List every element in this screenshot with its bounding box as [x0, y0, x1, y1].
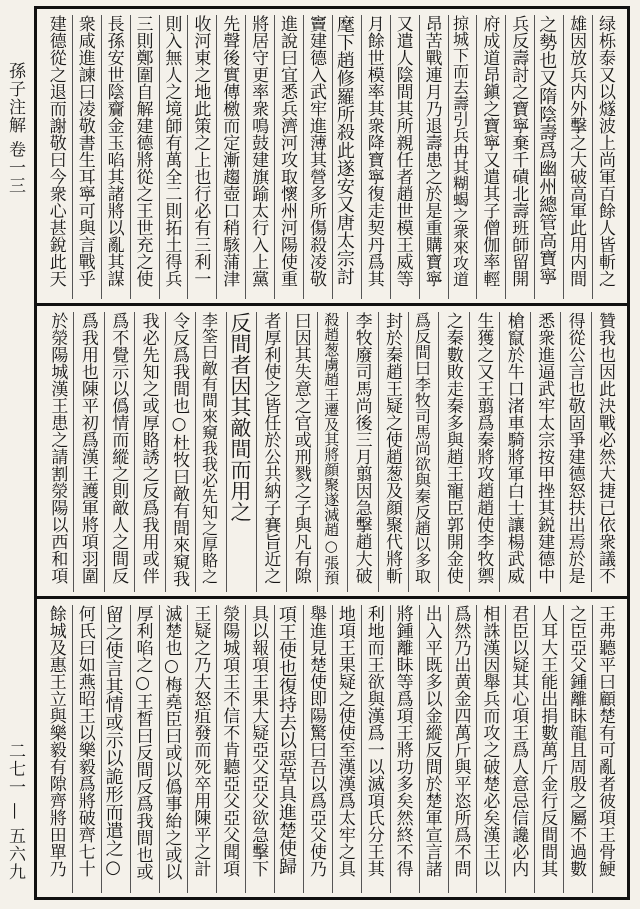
text-column: 王疑之乃大怒疽發而死卒用陳平之計 [187, 605, 216, 893]
text-column: 之臣亞父鍾離眛龍且周殷之屬不過數 [563, 605, 592, 893]
text-column: 兵反壽討之寶寧棄千磧北壽班師留開 [505, 15, 534, 299]
text-column: 雄因放兵内外擊之大破高軍此用内間 [563, 15, 592, 299]
text-column: 進說曰宜悉兵濟河攻取懷州河陽使重 [274, 15, 303, 299]
text-column: 衆咸進諫曰凌敬書生耳寧可與言戰乎 [72, 15, 101, 299]
text-column: 者厚利使之皆任於公共納子賽旨近之 [256, 312, 286, 592]
text-column: 悉衆進逼武牢太宗按甲挫其鋭建德中 [530, 312, 560, 592]
text-column: 爲然乃出黄金四萬斤與平恣所爲不問 [448, 605, 477, 893]
text-column: 李牧廢司馬尚後三月翦因急擊趙大破 [347, 312, 377, 592]
text-column: 於滎陽城漢王患之請割滎陽以西和項 [47, 312, 68, 584]
text-column: 爲不覺示以僞情而縱之則敵人之間反 [104, 312, 134, 592]
text-column: 又遣人陰間其所親任者趙世模王威等 [390, 15, 419, 299]
text-column: 王弗聽平曰顧楚有可亂者彼項王骨鯁 [592, 605, 621, 893]
text-column: 滅楚也○梅堯臣曰或以僞事紿之或以 [159, 605, 188, 893]
text-column: 厚利啗之○王皙曰反間反爲我間也或 [130, 605, 159, 893]
text-column: 具以報項王果大疑亞父亞父欲急擊下 [245, 605, 274, 893]
book-title-margin: 孫子注解 卷一三 [5, 62, 25, 195]
text-column: 令反爲我間也○杜牧曰敵有間來窺我 [165, 312, 195, 592]
text-column: 相誅漢因舉兵而攻之破楚必矣漢王以 [476, 605, 505, 893]
text-column: 曰因其失意之官或刑戮之子與凡有隙 [286, 312, 316, 592]
text-column: 封於秦趙王疑之使趙葱及顔聚代將斬 [378, 312, 408, 592]
text-column: 滎陽城項王不信不肯聽亞父亞父聞項 [216, 605, 245, 893]
text-column: 項王使也復持去以惡草具進楚使歸 [274, 605, 303, 893]
text-column: 绿栎泰又以燧波上尚軍百餘人皆斬之 [592, 15, 621, 299]
text-column: 反間者因其敵間而用之 [226, 312, 256, 592]
text-column: 之秦數敗走秦多與趙王寵臣郭開金使 [438, 312, 468, 592]
text-column: 人耳大王能出捐數萬斤金行反間間其 [534, 605, 563, 893]
text-column: 將鍾離眛等爲項王將功多矣然終不得 [390, 605, 419, 893]
text-column: 先聲後實傳檄而定漸趨壺口稍駭蒲津 [216, 15, 245, 299]
text-column: 地項王果疑之使使至漢漢爲太牢之具 [332, 605, 361, 893]
page-number-margin: 二七一 — 五六九 [5, 742, 25, 881]
text-column: 之勢也又隋陰壽爲幽州總管高寶寧 [534, 15, 563, 299]
text-column: 出入平既多以金縱反間於楚軍宣言諸 [419, 605, 448, 893]
text-column: 麾下趙修羅所殺此遂安又唐太宗討 [332, 15, 361, 299]
text-column: 餘城及惠王立與樂毅有隙齊將田單乃 [45, 605, 66, 877]
text-column: 建德從之退而謝敬曰今衆心甚銳此天 [45, 15, 66, 287]
text-column: 昂苦戰連月乃退壽患之於是重購寶寧 [419, 15, 448, 299]
text-column: 殺趙葱虜趙王遷及其將顔聚遂滅趙○張預 [317, 312, 347, 592]
text-column: 府成道昂鎭之寶寧又遣其子僧伽率輕 [476, 15, 505, 299]
text-column: 君臣以疑其心項王爲人意忌信讒必内 [505, 605, 534, 893]
text-column: 利地而王欲與漢爲一以滅項氏分王其 [361, 605, 390, 893]
text-column: 槍竄於牛口渚車騎將軍白士讓楊武威 [499, 312, 529, 592]
text-frame [34, 6, 630, 900]
text-column: 舉進見楚使即陽驚曰吾以爲亞父使乃 [303, 605, 332, 893]
text-column: 贊我也因此決戰必然大捷已依衆議不 [591, 312, 621, 592]
text-column: 爲我用也陳平初爲漢王護軍將項羽圍 [73, 312, 103, 592]
text-column: 何氏曰如燕昭王以樂毅爲將破齊七十 [72, 605, 101, 893]
text-column: 掠城下而去壽引兵冉其糊蝎之衆來攻道 [448, 15, 477, 299]
text-column: 長孫安世陰齎金玉啗其諸將以亂其謀 [101, 15, 130, 299]
text-register-top [37, 9, 627, 303]
text-column: 則入無人之境師有萬全二則拓土得兵 [159, 15, 188, 299]
text-column: 將居守更率衆鳴鼓建旗踰太行入上黨 [245, 15, 274, 299]
text-column: 月餘世模率其衆降寶寧復走契丹爲其 [361, 15, 390, 299]
text-register-bottom [37, 599, 627, 897]
text-column: 我必先知之或厚賂誘之反爲我用或伴 [134, 312, 164, 592]
text-column: 爲反間曰李牧司馬尚欲與秦反趙以多取 [408, 312, 438, 592]
text-column: 生獲之又王翦爲秦將攻趙趙使李牧禦 [469, 312, 499, 592]
text-register-middle [37, 306, 627, 596]
text-column: 收河東之地此策之上也行必有三利一 [187, 15, 216, 299]
text-column: 竇建德入武牢進薄其營多所傷殺凌敬 [303, 15, 332, 299]
text-column: 三則鄭圍自解建德將從之王世充之使 [130, 15, 159, 299]
text-column: 得從公言也敬固爭建德怒扶出焉於是 [560, 312, 590, 592]
text-column: 李筌曰敵有間來窺我我必先知之厚賂之 [195, 312, 225, 592]
text-column: 留之使言其情或示以詭形而遣之○ [101, 605, 130, 893]
